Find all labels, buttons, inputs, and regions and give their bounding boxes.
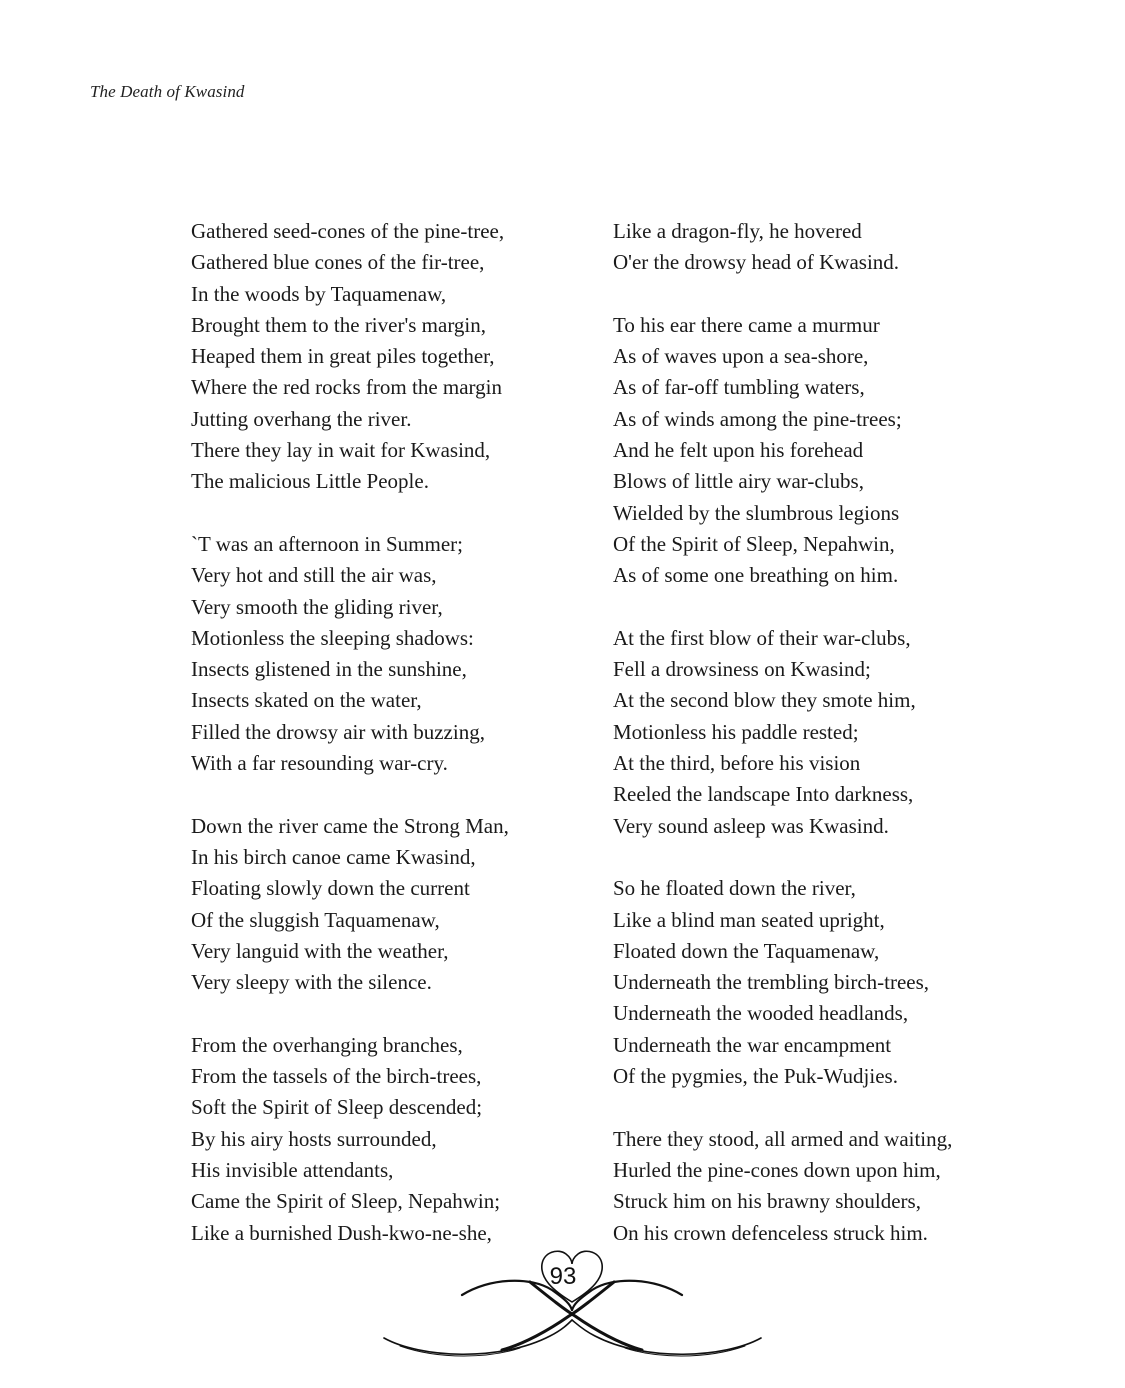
verse-line: As of winds among the pine-trees; [613, 406, 902, 431]
verse-line: Filled the drowsy air with buzzing, [191, 719, 485, 744]
verse-line: Underneath the trembling birch-trees, [613, 970, 930, 995]
verse-line: The malicious Little People. [191, 469, 429, 494]
verse-line: At the third, before his vision [613, 751, 861, 776]
page-number: 93 [549, 1263, 577, 1290]
verse-line: On his crown defenceless struck him. [613, 1220, 928, 1245]
stanza [613, 216, 952, 279]
verse-line: Very sleepy with the silence. [191, 970, 432, 995]
verse-line: There they lay in wait for Kwasind, [191, 438, 491, 463]
stanza [191, 216, 509, 498]
verse-line: Jutting overhang the river. [191, 406, 412, 431]
verse-line: Very smooth the gliding river, [191, 594, 443, 619]
verse-line: Very sound asleep was Kwasind. [613, 813, 889, 838]
verse-line: Blows of little airy war-clubs, [613, 469, 864, 494]
verse-line: Like a burnished Dush-kwo-ne-she, [191, 1220, 492, 1245]
verse-line: From the overhanging branches, [191, 1032, 463, 1057]
verse-line: Motionless his paddle rested; [613, 719, 859, 744]
verse-line: Underneath the wooded headlands, [613, 1001, 909, 1026]
verse-line: Of the sluggish Taquamenaw, [191, 907, 440, 932]
heart-swirl-ornament-icon [380, 1240, 765, 1365]
verse-line: Reeled the landscape Into darkness, [613, 782, 914, 807]
verse-line: In his birch canoe came Kwasind, [191, 844, 476, 869]
verse-line: Like a dragon-fly, he hovered [613, 219, 862, 243]
verse-line: Very languid with the weather, [191, 938, 449, 963]
stanza [613, 1124, 952, 1249]
verse-line: As of waves upon a sea-shore, [613, 344, 869, 369]
verse-line: Of the Spirit of Sleep, Nepahwin, [613, 531, 895, 556]
stanza [191, 1030, 509, 1249]
verse-line: And he felt upon his forehead [613, 438, 864, 463]
verse-line: Fell a drowsiness on Kwasind; [613, 657, 871, 682]
running-header-title: The Death of Kwasind [90, 82, 245, 101]
verse-line: Like a blind man seated upright, [613, 907, 885, 932]
verse-line: Down the river came the Strong Man, [191, 813, 509, 838]
stanza [613, 310, 952, 592]
verse-line: From the tassels of the birch-trees, [191, 1064, 482, 1089]
verse-line: Came the Spirit of Sleep, Nepahwin; [191, 1189, 501, 1214]
verse-line: Floated down the Taquamenaw, [613, 938, 880, 963]
verse-line: By his airy hosts surrounded, [191, 1126, 437, 1151]
verse-line: At the first blow of their war-clubs, [613, 625, 911, 650]
poem-column-right [613, 216, 952, 1249]
verse-line: `T was an afternoon in Summer; [191, 531, 463, 556]
verse-line: Soft the Spirit of Sleep descended; [191, 1095, 483, 1120]
verse-line: Hurled the pine-cones down upon him, [613, 1157, 941, 1182]
verse-line: O'er the drowsy head of Kwasind. [613, 250, 900, 275]
verse-line: Insects skated on the water, [191, 688, 422, 713]
stanza [613, 873, 952, 1092]
verse-line: Insects glistened in the sunshine, [191, 657, 467, 682]
verse-line: As of some one breathing on him. [613, 563, 899, 588]
verse-line: Very hot and still the air was, [191, 563, 437, 588]
verse-line: His invisible attendants, [191, 1157, 394, 1182]
verse-line: Gathered blue cones of the fir-tree, [191, 250, 485, 275]
verse-line: Of the pygmies, the Puk-Wudjies. [613, 1064, 898, 1089]
verse-line: So he floated down the river, [613, 876, 856, 901]
verse-line: Wielded by the slumbrous legions [613, 500, 900, 525]
verse-line: Underneath the war encampment [613, 1032, 892, 1057]
verse-line: There they stood, all armed and waiting, [613, 1126, 953, 1151]
verse-line: Motionless the sleeping shadows: [191, 625, 474, 650]
poem-column-left [191, 216, 509, 1249]
verse-line: At the second blow they smote him, [613, 688, 916, 713]
stanza [191, 811, 509, 999]
stanza [191, 529, 509, 779]
verse-line: As of far-off tumbling waters, [613, 375, 865, 400]
verse-line: Gathered seed-cones of the pine-tree, [191, 219, 505, 243]
stanza [613, 623, 952, 842]
verse-line: Heaped them in great piles together, [191, 344, 495, 369]
verse-line: To his ear there came a murmur [613, 312, 880, 337]
verse-line: Struck him on his brawny shoulders, [613, 1189, 921, 1214]
verse-line: Brought them to the river's margin, [191, 312, 487, 337]
verse-line: With a far resounding war-cry. [191, 751, 448, 776]
verse-line: In the woods by Taquamenaw, [191, 281, 447, 306]
verse-line: Floating slowly down the current [191, 876, 470, 901]
verse-line: Where the red rocks from the margin [191, 375, 502, 400]
